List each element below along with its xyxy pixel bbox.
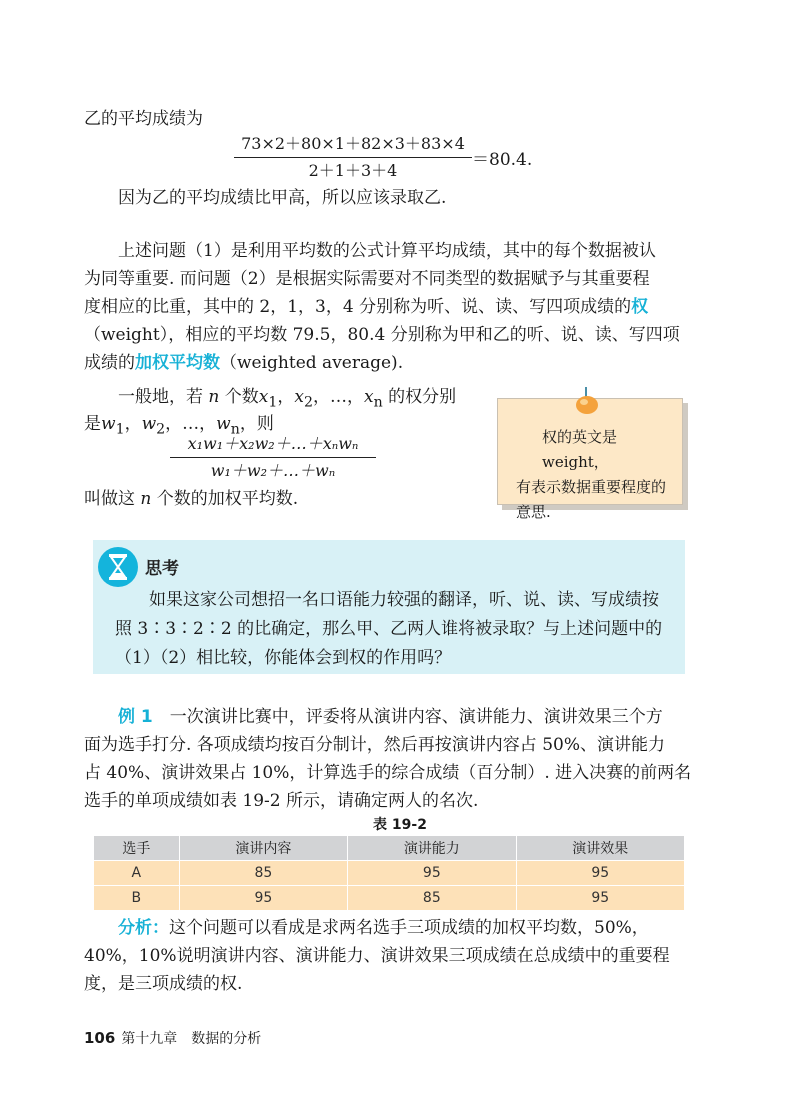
var-n: n bbox=[208, 387, 220, 407]
text: 一般地，若 bbox=[118, 387, 203, 407]
table-cell: B bbox=[94, 886, 180, 911]
var-n: n bbox=[140, 489, 152, 509]
term-weighted-average: 加权平均数 bbox=[135, 353, 220, 373]
pushpin-icon bbox=[574, 385, 600, 415]
weighted-denominator: w₁＋w₂＋…＋wₙ bbox=[210, 461, 336, 480]
var-x: x bbox=[258, 387, 269, 407]
table-header: 演讲内容 bbox=[179, 836, 347, 861]
table-cell: 95 bbox=[179, 886, 347, 911]
example-line-1 bbox=[118, 702, 663, 727]
table-header: 演讲能力 bbox=[348, 836, 516, 861]
formula-result: ＝80.4. bbox=[472, 150, 533, 170]
table-header-row bbox=[94, 836, 685, 861]
score-table bbox=[93, 835, 685, 911]
example-line: 选手的单项成绩如表 19-2 所示，请确定两人的名次. bbox=[84, 791, 479, 811]
table-cell: 95 bbox=[516, 886, 684, 911]
think-line: 如果这家公司想招一名口语能力较强的翻译，听、说、读、写成绩按 bbox=[149, 590, 659, 610]
example-label: 例 1 bbox=[118, 707, 153, 727]
var-x: x bbox=[363, 387, 374, 407]
text: ，则 bbox=[239, 414, 274, 434]
chapter-title: 第十九章 数据的分析 bbox=[121, 1031, 262, 1047]
text: ，…， bbox=[312, 387, 364, 407]
think-line: （1）（2）相比较，你能体会到权的作用吗？ bbox=[115, 648, 452, 668]
para-line bbox=[84, 348, 403, 373]
page-number: 106 bbox=[84, 1029, 116, 1047]
think-title: 思考 bbox=[145, 559, 179, 579]
note-line: 意思. bbox=[516, 503, 551, 521]
var-w: w bbox=[216, 414, 231, 434]
table-cell: 85 bbox=[179, 861, 347, 886]
table-cell: A bbox=[94, 861, 180, 886]
sub: 2 bbox=[156, 421, 166, 438]
table-row bbox=[94, 861, 685, 886]
para-line: 上述问题（1）是利用平均数的公式计算平均成绩，其中的每个数据被认 bbox=[118, 241, 656, 261]
conclusion: 因为乙的平均成绩比甲高，所以应该录取乙. bbox=[118, 188, 447, 208]
table-caption: 表 19-2 bbox=[373, 817, 427, 833]
para-line bbox=[84, 292, 648, 317]
analysis-line-1 bbox=[118, 913, 649, 938]
general-line-1 bbox=[118, 382, 456, 410]
hourglass-icon bbox=[97, 546, 139, 588]
text: 是 bbox=[84, 414, 101, 434]
var-w: w bbox=[141, 414, 157, 434]
term-weight: 权 bbox=[631, 297, 649, 317]
table-header: 选手 bbox=[94, 836, 180, 861]
text: 个数 bbox=[224, 387, 259, 407]
para-line: （weight），相应的平均数 79.5，80.4 分别称为甲和乙的听、说、读、写四项 bbox=[84, 325, 680, 345]
weighted-mean-fraction bbox=[170, 432, 376, 483]
sub: n bbox=[373, 394, 383, 411]
table-cell: 95 bbox=[348, 861, 516, 886]
var-w: w bbox=[101, 414, 116, 434]
text: 度相应的比重，其中的 2，1，3，4 分别称为听、说、读、写四项成绩的 bbox=[84, 297, 632, 317]
fraction-bar bbox=[234, 157, 472, 158]
text: ，…， bbox=[165, 414, 217, 434]
avg-intro: 乙的平均成绩为 bbox=[84, 109, 203, 129]
note-line: 有表示数据重要程度的 bbox=[516, 478, 667, 496]
weighted-numerator: x₁w₁＋x₂w₂＋…＋xₙwₙ bbox=[187, 434, 359, 453]
think-text bbox=[115, 586, 675, 673]
fraction-bar bbox=[170, 457, 376, 458]
analysis-line: 40%，10%说明演讲内容、演讲能力、演讲效果三项成绩在总成绩中的重要程 bbox=[84, 946, 670, 966]
text: 这个问题可以看成是求两名选手三项成绩的加权平均数，50%， bbox=[169, 918, 649, 938]
avg-formula-fraction bbox=[234, 132, 472, 183]
formula-denominator: 2＋1＋3＋4 bbox=[308, 161, 398, 180]
think-box bbox=[93, 540, 685, 674]
sub: 2 bbox=[303, 394, 313, 411]
sub: 1 bbox=[115, 421, 125, 438]
side-note bbox=[497, 398, 683, 521]
example-line: 占 40%、演讲效果占 10%，计算选手的综合成绩（百分制）. 进入决赛的前两名 bbox=[84, 763, 692, 783]
text: 个数的加权平均数. bbox=[156, 489, 299, 509]
think-line: 照 3∶3∶2∶2 的比确定，那么甲、乙两人谁将被录取？与上述问题中的 bbox=[115, 619, 663, 639]
table-header: 演讲效果 bbox=[516, 836, 684, 861]
page-footer bbox=[84, 1028, 261, 1048]
var-x: x bbox=[294, 387, 304, 407]
text: 的权分别 bbox=[388, 387, 457, 407]
general-line-3 bbox=[84, 484, 298, 509]
analysis-label: 分析： bbox=[118, 918, 169, 938]
text: 叫做这 bbox=[84, 489, 135, 509]
text: ， bbox=[124, 414, 142, 434]
text: 成绩的 bbox=[84, 353, 135, 373]
analysis-line: 度，是三项成绩的权. bbox=[84, 974, 243, 994]
sub: 1 bbox=[268, 394, 278, 411]
note-line: 权的英文是 weight， bbox=[542, 428, 618, 471]
table-cell: 85 bbox=[348, 886, 516, 911]
table-cell: 95 bbox=[516, 861, 684, 886]
para-line: 为同等重要. 而问题（2）是根据实际需要对不同类型的数据赋予与其重要程 bbox=[84, 269, 650, 289]
text: ， bbox=[277, 387, 295, 407]
table-row bbox=[94, 886, 685, 911]
text: 一次演讲比赛中，评委将从演讲内容、演讲能力、演讲效果三个方 bbox=[169, 707, 663, 727]
sub: n bbox=[230, 421, 240, 438]
example-line: 面为选手打分. 各项成绩均按百分制计，然后再按演讲内容占 50%、演讲能力 bbox=[84, 735, 665, 755]
formula-numerator: 73×2＋80×1＋82×3＋83×4 bbox=[241, 134, 465, 153]
text: （weighted average). bbox=[220, 353, 404, 373]
